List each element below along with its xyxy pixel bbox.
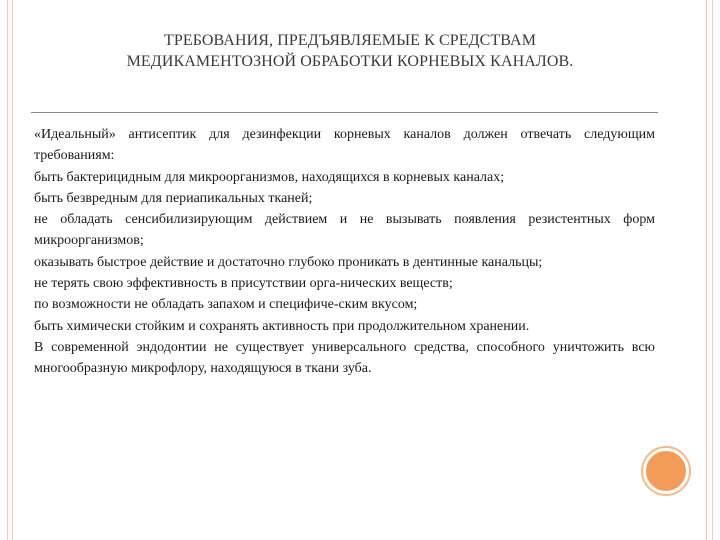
frame-right-inner-line: [706, 0, 707, 540]
body-paragraph-requirement: быть химически стойким и сохранять активность при продолжительном хранении.: [34, 318, 530, 334]
frame-left-outer-line: [7, 0, 8, 540]
body-paragraph-requirement: не обладать сенсибилизирующим действием и не вызывать появления резистентных форм микроорганизмов;: [34, 212, 655, 249]
slide-title-line-1: ТРЕБОВАНИЯ, ПРЕДЪЯВЛЯЕМЫЕ К СРЕДСТВАМ: [163, 32, 537, 49]
body-paragraph-requirement: по возможности не обладать запахом и специфиче-ским вкусом;: [34, 297, 418, 313]
title-divider: [31, 112, 658, 113]
slide-title: [30, 30, 670, 72]
body-paragraph-conclusion: В современной эндодонтии не существует универсального средства, способного уничтожить всю многообразную микрофлору, находящуюся в ткани зуба.: [34, 339, 655, 377]
slide-title-line-2: МЕДИКАМЕНТОЗНОЙ ОБРАБОТКИ КОРНЕВЫХ КАНАЛОВ.: [126, 53, 574, 70]
body-paragraph-intro: «Идеальный» антисептик для дезинфекции корневых каналов должен отвечать следующим требованиям:: [34, 127, 655, 164]
body-paragraph-requirement: не терять свою эффективность в присутствии орга-нических веществ;: [34, 276, 453, 292]
body-paragraph-requirement: оказывать быстрое действие и достаточно глубоко проникать в дентинные канальцы;: [34, 254, 543, 270]
decorative-circle-icon: [643, 448, 689, 494]
frame-right-outer-line: [712, 0, 713, 540]
frame-left-inner-line: [12, 0, 13, 540]
slide-body: [34, 124, 655, 380]
body-paragraph-requirement: быть бактерицидным для микроорганизмов, находящихся в корневых каналах;: [34, 169, 505, 185]
body-paragraph-requirement: быть безвредным для периапикальных тканей;: [34, 190, 313, 206]
